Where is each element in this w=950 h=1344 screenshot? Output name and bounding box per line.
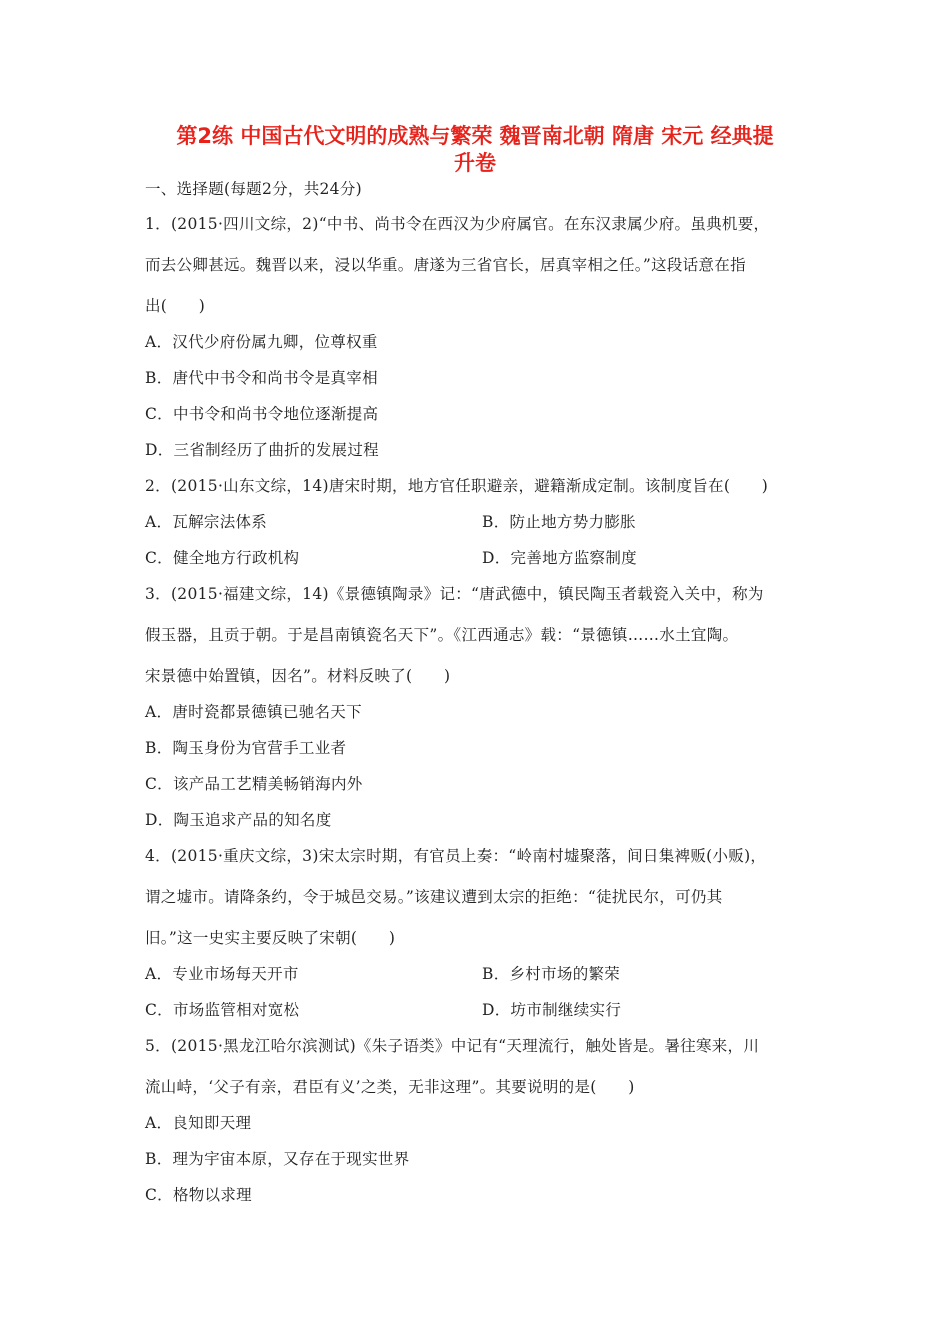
q4-stem-line-2: 谓之墟市。请降条约，令于城邑交易。”该建议遭到太宗的拒绝：“徒扰民尔，可仍其 (145, 888, 723, 906)
q2-stem-line-1: 2．(2015·山东文综，14)唐宋时期，地方官任职避亲，避籍渐成定制。该制度旨在( ) (145, 477, 769, 495)
q1-option-c: C．中书令和尚书令地位逐渐提高 (145, 405, 379, 423)
title-line-2: 升卷 (454, 151, 496, 175)
q3-option-a: A．唐时瓷都景德镇已驰名天下 (145, 703, 362, 721)
q4-option-b: B．乡村市场的繁荣 (482, 965, 621, 983)
section-heading: 一、选择题(每题2分，共24分) (145, 180, 362, 198)
q3-option-b: B．陶玉身份为官营手工业者 (145, 739, 347, 757)
q4-option-a: A．专业市场每天开市 (145, 965, 299, 983)
q4-option-c: C．市场监管相对宽松 (145, 1001, 300, 1019)
q3-stem-line-1: 3．(2015·福建文综，14)《景德镇陶录》记：“唐武德中，镇民陶玉者载瓷入关中，称为 (145, 585, 764, 603)
q2-option-c: C．健全地方行政机构 (145, 549, 300, 567)
q3-stem-line-2: 假玉器，且贡于朝。于是昌南镇瓷名天下”。《江西通志》载：“景德镇……水土宜陶。 (145, 626, 739, 644)
q1-option-a: A．汉代少府份属九卿，位尊权重 (145, 333, 378, 351)
q5-option-b: B．理为宇宙本原，又存在于现实世界 (145, 1150, 410, 1168)
q5-option-c: C．格物以求理 (145, 1186, 252, 1204)
q3-option-c: C．该产品工艺精美畅销海内外 (145, 775, 363, 793)
q4-stem-line-3: 旧。”这一史实主要反映了宋朝( ) (145, 929, 396, 947)
q1-option-b: B．唐代中书令和尚书令是真宰相 (145, 369, 378, 387)
q1-stem-line-3: 出( ) (145, 297, 206, 315)
q2-option-a: A．瓦解宗法体系 (145, 513, 268, 531)
title-line-1: 第2练 中国古代文明的成熟与繁荣 魏晋南北朝 隋唐 宋元 经典提 (176, 124, 774, 148)
q2-option-b: B．防止地方势力膨胀 (482, 513, 636, 531)
q1-option-d: D．三省制经历了曲折的发展过程 (145, 441, 379, 459)
q4-stem-line-1: 4．(2015·重庆文综，3)宋太宗时期，有官员上奏：“岭南村墟聚落，间日集裨贩(小贩)， (145, 847, 767, 865)
q5-option-a: A．良知即天理 (145, 1114, 252, 1132)
q5-stem-line-1: 5．(2015·黑龙江哈尔滨测试)《朱子语类》中记有“天理流行，触处皆是。暑往寒来，川 (145, 1037, 760, 1055)
q3-stem-line-3: 宋景德中始置镇，因名”。材料反映了( ) (145, 667, 451, 685)
q4-option-d: D．坊市制继续实行 (482, 1001, 622, 1019)
q3-option-d: D．陶玉追求产品的知名度 (145, 811, 332, 829)
q5-stem-line-2: 流山峙，‘父子有亲，君臣有义’之类，无非这理”。其要说明的是( ) (145, 1078, 635, 1096)
q1-stem-line-1: 1．(2015·四川文综，2)“中书、尚书令在西汉为少府属官。在东汉隶属少府。虽典机要， (145, 215, 770, 233)
q2-option-d: D．完善地方监察制度 (482, 549, 637, 567)
q1-stem-line-2: 而去公卿甚远。魏晋以来，浸以华重。唐遂为三省官长，居真宰相之任。”这段话意在指 (145, 256, 746, 274)
